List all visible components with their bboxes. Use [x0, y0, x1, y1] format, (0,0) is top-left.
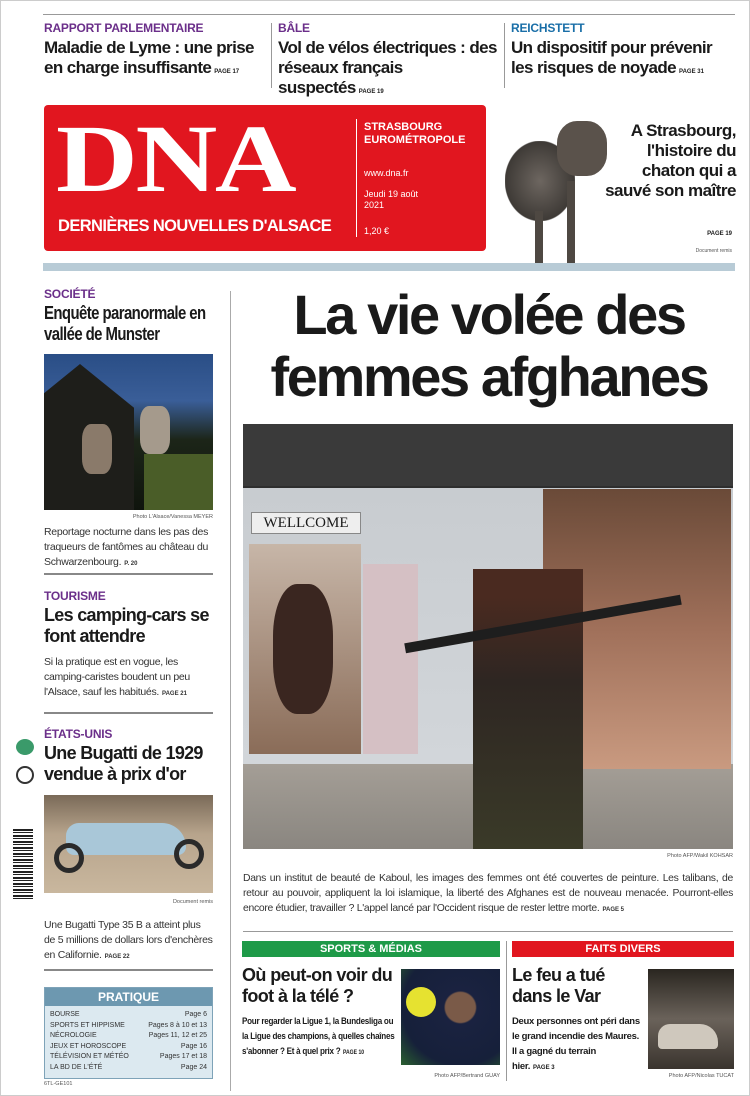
- logo: DNA: [56, 105, 295, 212]
- paranormal-photo: [44, 354, 213, 510]
- teaser-kicker: BÂLE: [278, 21, 310, 35]
- masthead-subtitle: DERNIÈRES NOUVELLES D'ALSACE: [58, 217, 332, 235]
- edition-line: EUROMÉTROPOLE: [364, 134, 466, 146]
- edition-line: STRASBOURG: [364, 121, 443, 133]
- section-band: SPORTS & MÉDIAS: [242, 941, 500, 957]
- pratique-label: JEUX ET HOROSCOPE: [50, 1042, 127, 1050]
- pratique-page: Page 6: [184, 1011, 207, 1018]
- cat-story-title[interactable]: A Strasbourg, l'histoire du chaton qui a sauvé son maître: [605, 121, 736, 200]
- article-text: Reportage nocturne dans les pas des traqueurs de fantômes au château du Schwarzenbourg.: [44, 526, 209, 568]
- pratique-row[interactable]: [50, 1042, 207, 1053]
- pratique-row[interactable]: [50, 1031, 207, 1042]
- article-text: Si la pratique est en vogue, les camping-caristes boudent un peu l'Alsace, sauf les habitués.: [44, 656, 190, 698]
- lede-text: Dans un institut de beauté de Kaboul, les images des femmes ont été couvertes de peinture. Les talibans, de retour au pouvoir, appliquent la loi islamique, la liberté des Afghanes est de nouveau menacée. Pourront-elles encore étudier, travailler ? L'appel lancé par l'Occident risque de rester lettre morte.: [243, 873, 733, 914]
- pratique-list: [45, 1006, 212, 1073]
- teaser-reichstett[interactable]: [511, 21, 736, 82]
- page-ref: PAGE 3: [533, 1065, 555, 1071]
- article-text: Pour regarder la Ligue 1, la Bundesliga ou la Ligue des champions, à quelles chaînes s'abonner ? Et à quel prix ?: [242, 1016, 395, 1057]
- page-ref: P. 20: [124, 561, 138, 567]
- photo-credit: Document remis: [172, 899, 213, 905]
- shop-sign: WELLCOME: [251, 512, 361, 534]
- divider: [44, 573, 213, 575]
- photo-credit: Document remis: [695, 248, 732, 254]
- website: www.dna.fr: [364, 168, 409, 178]
- pratique-label: LA BD DE L'ÉTÉ: [50, 1063, 103, 1071]
- pratique-page: Pages 11, 12 et 25: [148, 1032, 207, 1039]
- divider: [356, 119, 357, 237]
- pratique-row[interactable]: [50, 1021, 207, 1032]
- divider: [506, 941, 507, 1081]
- teaser-kicker: RAPPORT PARLEMENTAIRE: [44, 21, 204, 35]
- recycling-logo-icon: [16, 766, 34, 784]
- column-divider: [230, 291, 231, 1091]
- article-paranormal[interactable]: [44, 287, 214, 345]
- main-headline[interactable]: La vie volée des femmes afghanes: [270, 283, 708, 408]
- edition: [364, 121, 465, 147]
- teaser-title: Un dispositif pour prévenir les risques de noyade: [511, 38, 713, 77]
- teaser-title: Vol de vélos électriques : des réseaux français suspectés: [278, 38, 497, 97]
- date: Jeudi 19 août 2021: [364, 189, 419, 210]
- pratique-row[interactable]: [50, 1063, 207, 1074]
- barcode: [13, 829, 33, 899]
- article-sports[interactable]: [242, 941, 500, 1086]
- divider: [243, 931, 733, 932]
- cat-photo[interactable]: [487, 111, 613, 266]
- article-title: Où peut-on voir du foot à la télé ?: [242, 965, 393, 1006]
- article-title: Une Bugatti de 1929 vendue à prix d'or: [44, 743, 203, 784]
- main-lede: [243, 871, 733, 918]
- page-ref: PAGE 19: [707, 231, 732, 237]
- divider: [44, 712, 213, 714]
- article-title: Les camping-cars se font attendre: [44, 605, 209, 646]
- article-camping[interactable]: [44, 589, 214, 702]
- edition-code: 6TL-GE101: [44, 1081, 73, 1087]
- pratique-title: PRATIQUE: [45, 988, 212, 1006]
- photo-credit: Photo AFP/Bertrand GUAY: [434, 1073, 500, 1079]
- divider: [504, 23, 505, 88]
- article-bugatti[interactable]: [44, 727, 219, 785]
- page-ref: PAGE 19: [358, 89, 384, 95]
- divider: [44, 969, 213, 971]
- main-photo[interactable]: [243, 424, 733, 849]
- photo-credit: Photo AFP/Nicolas TUCAT: [668, 1073, 734, 1079]
- article-faits-divers[interactable]: [512, 941, 734, 1086]
- pratique-row[interactable]: [50, 1010, 207, 1021]
- page-ref: PAGE 5: [602, 907, 625, 913]
- page-ref: PAGE 22: [104, 954, 130, 960]
- article-bugatti-text: [44, 918, 214, 965]
- article-title: Enquête paranormale en vallée de Munster: [44, 303, 206, 344]
- article-kicker: TOURISME: [44, 589, 106, 603]
- article-title: Le feu a tué dans le Var: [512, 965, 605, 1006]
- pratique-label: SPORTS ET HIPPISME: [50, 1021, 125, 1029]
- article-kicker: ÉTATS-UNIS: [44, 727, 113, 741]
- fire-photo: [648, 969, 734, 1069]
- pratique-row[interactable]: [50, 1052, 207, 1063]
- pratique-page: Page 24: [180, 1063, 207, 1071]
- page-ref: PAGE 31: [679, 69, 704, 75]
- teaser-title: Maladie de Lyme : une prise en charge insuffisante: [44, 38, 254, 77]
- price: 1,20 €: [364, 226, 390, 236]
- teaser-lyme[interactable]: [44, 21, 269, 82]
- page-ref: PAGE 17: [214, 69, 240, 75]
- teaser-bale[interactable]: [278, 21, 503, 102]
- pratique-page: Pages 17 et 18: [159, 1053, 207, 1060]
- pratique-label: BOURSE: [50, 1011, 80, 1018]
- page-ref: PAGE 21: [162, 691, 187, 697]
- teaser-kicker: REICHSTETT: [511, 21, 585, 35]
- pratique-page: Page 16: [180, 1042, 207, 1050]
- pratique-label: NÉCROLOGIE: [50, 1032, 97, 1039]
- football-photo: [401, 969, 500, 1065]
- recycle-icon: [16, 739, 34, 755]
- divider: [271, 23, 272, 88]
- article-text: Une Bugatti Type 35 B a atteint plus de 5 millions de dollars lors d'enchères en Californie.: [44, 919, 213, 961]
- top-rule: [43, 14, 735, 15]
- photo-credit: Photo L'Alsace/Vanessa MEYER: [132, 514, 213, 520]
- masthead[interactable]: [44, 105, 486, 251]
- section-bar: [43, 263, 735, 271]
- pratique-label: TÉLÉVISION ET MÉTÉO: [50, 1053, 129, 1060]
- page-ref: PAGE 10: [342, 1050, 365, 1056]
- pratique-page: Pages 8 à 10 et 13: [148, 1021, 207, 1029]
- article-kicker: SOCIÉTÉ: [44, 287, 96, 301]
- pratique-box: [44, 987, 213, 1079]
- section-band: FAITS DIVERS: [512, 941, 734, 957]
- bugatti-photo: [44, 795, 213, 893]
- photo-credit: Photo AFP/Wakil KOHSAR: [667, 853, 733, 859]
- article-paranormal-text: [44, 525, 214, 572]
- article-text: Deux personnes ont péri dans le grand incendie des Maures. Il a gagné du terrain hier.: [512, 1016, 640, 1072]
